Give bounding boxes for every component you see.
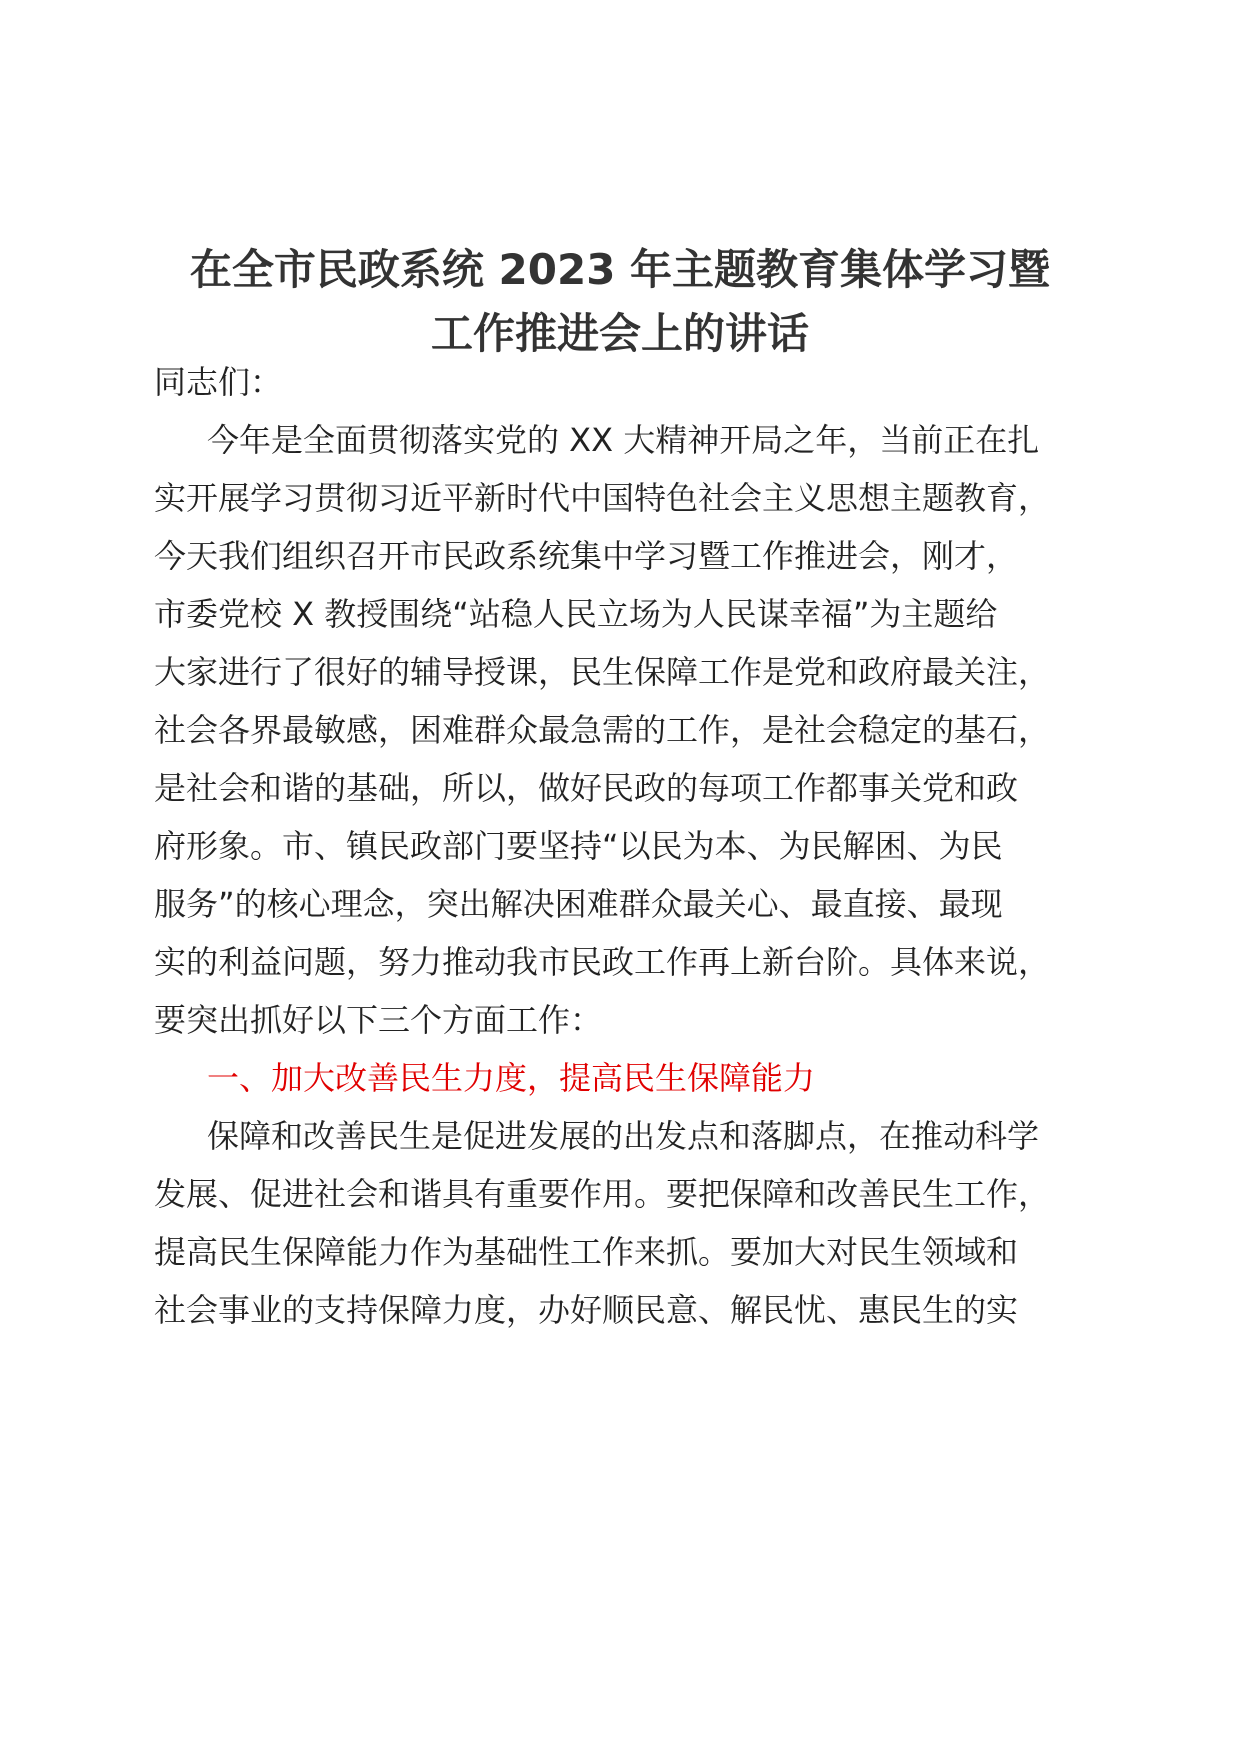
paragraph1-line: 今天我们组织召开市民政系统集中学习暨工作推进会，刚才，	[154, 537, 1019, 575]
paragraph2-line: 提高民生保障能力作为基础性工作来抓。要加大对民生领域和	[154, 1233, 1019, 1271]
paragraph2-line: 发展、促进社会和谐具有重要作用。要把保障和改善民生工作，	[154, 1175, 1051, 1213]
paragraph1-line: 实的利益问题，努力推动我市民政工作再上新台阶。具体来说，	[154, 943, 1051, 981]
section1-heading: 一、加大改善民生力度，提高民生保障能力	[207, 1059, 816, 1097]
paragraph1-line: 实开展学习贯彻习近平新时代中国特色社会主义思想主题教育，	[154, 479, 1051, 517]
paragraph1-line: 要突出抓好以下三个方面工作：	[154, 1001, 603, 1039]
paragraph1-line: 服务”的核心理念，突出解决困难群众最关心、最直接、最现	[154, 885, 1003, 923]
document-title-line-2: 工作推进会上的讲话	[430, 309, 809, 358]
paragraph1-line: 府形象。市、镇民政部门要坚持“以民为本、为民解困、为民	[154, 827, 1003, 865]
paragraph1-line: 大家进行了很好的辅导授课，民生保障工作是党和政府最关注，	[154, 653, 1051, 691]
paragraph1-line: 市委党校 X 教授围绕“站稳人民立场为人民谋幸福”为主题给	[154, 595, 998, 633]
salutation: 同志们：	[154, 363, 283, 401]
paragraph1-line: 今年是全面贯彻落实党的 XX 大精神开局之年，当前正在扎	[207, 421, 1040, 459]
paragraph1-line: 社会各界最敏感，困难群众最急需的工作，是社会稳定的基石，	[154, 711, 1051, 749]
document-title-line-1: 在全市民政系统 2023 年主题教育集体学习暨	[189, 245, 1051, 294]
paragraph2-line: 保障和改善民生是促进发展的出发点和落脚点，在推动科学	[207, 1117, 1040, 1155]
paragraph1-line: 是社会和谐的基础，所以，做好民政的每项工作都事关党和政	[154, 769, 1019, 807]
paragraph2-line: 社会事业的支持保障力度，办好顺民意、解民忧、惠民生的实	[154, 1291, 1019, 1329]
